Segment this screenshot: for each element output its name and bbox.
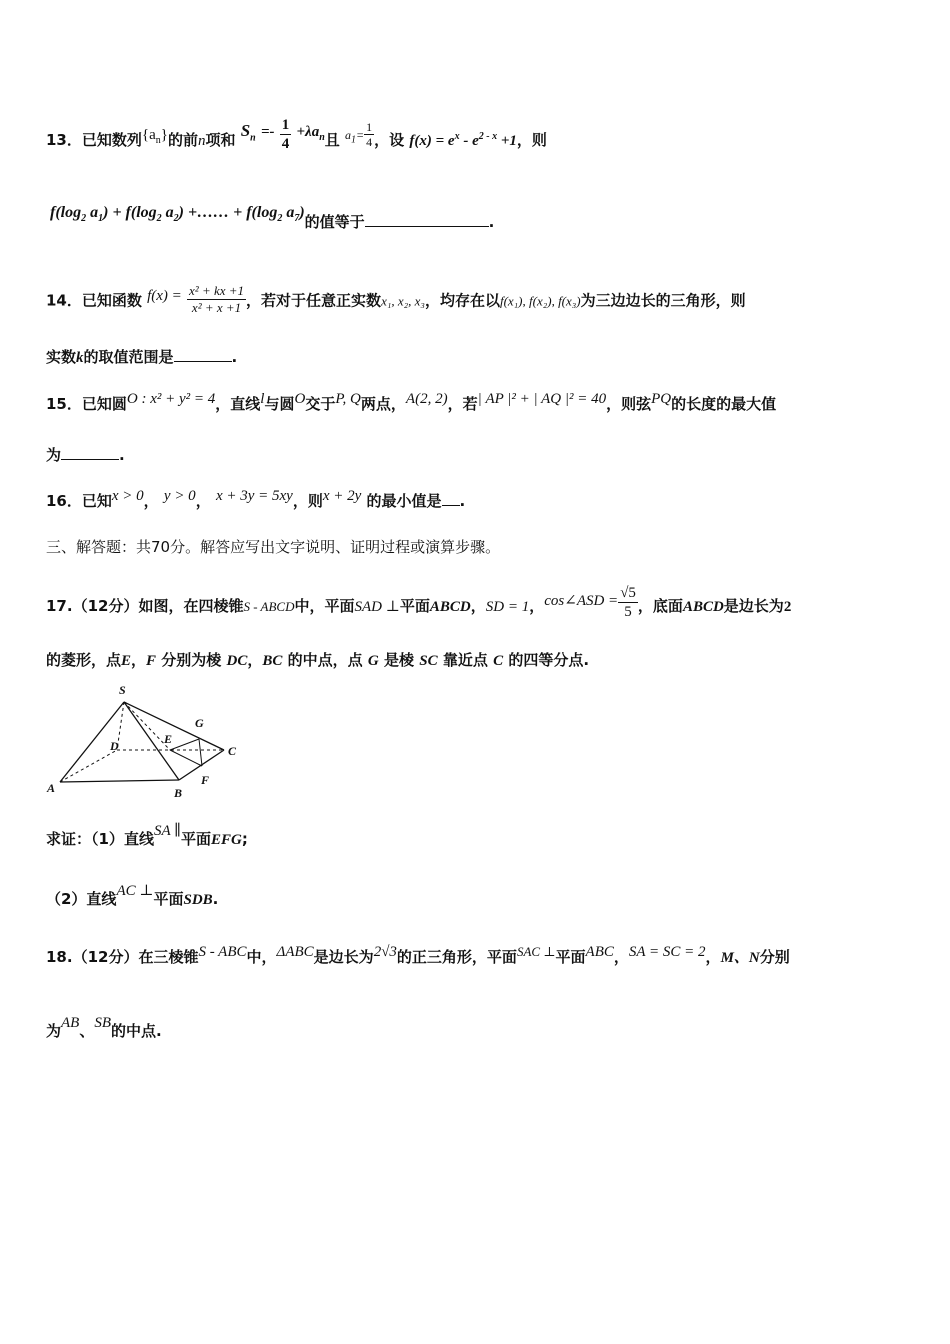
edge-AD bbox=[60, 750, 117, 782]
q16-text1: ，则 bbox=[292, 492, 323, 510]
q17-t5: ，底面 bbox=[637, 597, 683, 615]
q13-S: $S_n$ bbox=[240, 121, 256, 144]
q17-t4: ， bbox=[529, 597, 545, 615]
q17-SA: SA ∥ bbox=[153, 823, 182, 839]
edge-EF bbox=[170, 750, 202, 766]
q17-DC: DC bbox=[226, 653, 248, 669]
q16-sep1: ， bbox=[143, 492, 159, 510]
q17-AC: AC ⊥ bbox=[116, 883, 154, 899]
q13-frac: $\frac{1}{4}$ bbox=[281, 117, 290, 152]
q13-period: . bbox=[488, 213, 495, 231]
q17-intro: 17.（12分）如图，在四棱锥 bbox=[46, 597, 244, 615]
q14-line2 bbox=[46, 347, 906, 367]
q17-proof-a: 求证：（1）直线 bbox=[46, 830, 154, 848]
q18-t6: ， bbox=[705, 948, 721, 966]
q16-answer-blank[interactable] bbox=[442, 491, 460, 506]
q13-seq: $\{a_n\}$ bbox=[141, 127, 168, 146]
q14-period: . bbox=[231, 348, 238, 366]
q17-proof-c: ; bbox=[241, 830, 248, 848]
q18-t5: ， bbox=[613, 948, 629, 966]
q17-sd: SD = 1 bbox=[485, 599, 530, 615]
q15-text1: ，直线 bbox=[215, 395, 261, 413]
q17-plane: SAD ⊥ bbox=[354, 599, 400, 615]
q16-intro: 16．已知 bbox=[46, 492, 112, 510]
q15-PQ2: PQ bbox=[651, 391, 672, 407]
q16-text2: 的最小值是 bbox=[366, 492, 442, 510]
q14-vars: x₁, x₂, x₃ bbox=[381, 293, 425, 309]
q13-fdef: $f(x) = e^x - e^{2 - x} +1$ bbox=[409, 131, 517, 149]
q17-G: G bbox=[367, 653, 379, 669]
q18-t1: 中， bbox=[246, 948, 277, 966]
label-B: B bbox=[174, 786, 183, 800]
q15-text3: 交于 bbox=[305, 395, 336, 413]
label-G: G bbox=[195, 716, 204, 730]
q14-text1: ，若对于任意正实数 bbox=[246, 291, 382, 310]
q18-eq: SA = SC = 2 bbox=[628, 944, 706, 960]
q15-l: l bbox=[260, 391, 265, 407]
edge-EG bbox=[170, 739, 199, 750]
q14-frac: $\frac{\text{x² + kx +1}}{\text{x² + x +1}}$ bbox=[189, 283, 245, 315]
q17-t1: 中，平面 bbox=[294, 597, 355, 615]
q18-line1 bbox=[46, 944, 906, 967]
q17-line2-e: 靠近点 bbox=[442, 651, 488, 669]
q13-eq: =- bbox=[260, 124, 275, 140]
label-S: S bbox=[119, 683, 126, 697]
q16-expr: x + 2y bbox=[322, 488, 362, 504]
q13-intro: 13．已知数列 bbox=[46, 131, 142, 149]
q18-pyr: S - ABC bbox=[198, 944, 247, 960]
q17-ABCD: ABCD bbox=[429, 599, 471, 615]
q17-two: 2 bbox=[783, 599, 792, 615]
q18-line2 bbox=[46, 1015, 906, 1041]
q13-line1 bbox=[46, 117, 906, 159]
label-C: C bbox=[228, 744, 237, 758]
q15-A: A(2, 2) bbox=[405, 391, 448, 407]
q18-t7: 分别 bbox=[759, 948, 790, 966]
q17-F: F bbox=[146, 653, 157, 669]
edge-AB bbox=[60, 780, 179, 782]
q13-mid: 的前 bbox=[167, 131, 198, 149]
q13-value-text: 的值等于 bbox=[304, 213, 365, 231]
q13-plus: + bbox=[296, 124, 306, 140]
q17-proof2-a: （2）直线 bbox=[46, 890, 117, 908]
q17-C: C bbox=[493, 653, 504, 669]
q15-line2 bbox=[46, 445, 906, 464]
label-A: A bbox=[47, 781, 56, 795]
q17-sep2: ， bbox=[247, 651, 263, 669]
q17-ABCD2: ABCD bbox=[682, 599, 724, 615]
q15-cond: | AP |² + | AQ |² = 40 bbox=[477, 391, 607, 407]
q18-MN: M、N bbox=[720, 950, 760, 966]
q14-line2-b: 的取值范围是 bbox=[83, 348, 174, 366]
q17-SC: SC bbox=[419, 653, 438, 669]
q18-line2-a: 为 bbox=[46, 1022, 62, 1040]
q18-ABC: ABC bbox=[585, 944, 614, 960]
q14-text2: ，均存在以 bbox=[424, 291, 500, 310]
q14-line1 bbox=[46, 285, 906, 317]
q13-end: ，则 bbox=[516, 131, 547, 149]
label-D: D bbox=[110, 739, 119, 753]
q17-proof1 bbox=[46, 823, 906, 849]
q17-t3: ， bbox=[470, 597, 486, 615]
q13-sum-label: 项和 bbox=[205, 131, 236, 149]
q16-line bbox=[46, 488, 906, 511]
q14-fx: f(x) = bbox=[147, 287, 182, 304]
q18-sep: 、 bbox=[79, 1022, 95, 1040]
pyramid-figure bbox=[44, 682, 244, 800]
q15-period: . bbox=[119, 446, 125, 464]
q18-side: 2√3 bbox=[373, 944, 397, 960]
q17-proof2-b: 平面 bbox=[153, 890, 184, 908]
section-3-heading: 三、解答题：共70分。解答应写出文字说明、证明过程或演算步骤。 bbox=[46, 538, 501, 556]
q17-line1 bbox=[46, 585, 906, 625]
q13-and: 且 bbox=[324, 131, 340, 149]
q15-circle: O : x² + y² = 4 bbox=[126, 391, 216, 407]
q17-proof-b: 平面 bbox=[181, 830, 212, 848]
q14-intro: 14．已知函数 bbox=[46, 291, 142, 310]
label-F: F bbox=[201, 773, 210, 787]
q17-proof2-c: . bbox=[212, 890, 219, 908]
q15-O: O bbox=[294, 391, 306, 407]
q18-t2: 是边长为 bbox=[313, 948, 374, 966]
q17-BC: BC bbox=[262, 653, 283, 669]
q14-answer-blank[interactable] bbox=[174, 347, 232, 362]
q17-cos-frac: $\frac{√5}{5}$ bbox=[620, 585, 636, 620]
edge-SC bbox=[124, 702, 224, 750]
q15-text4: 两点， bbox=[360, 395, 406, 413]
q13-a1: a1= bbox=[345, 128, 365, 146]
q15-answer-blank[interactable] bbox=[61, 445, 119, 460]
q17-t2: 平面 bbox=[399, 597, 430, 615]
q17-line2 bbox=[46, 651, 906, 670]
q16-period: . bbox=[459, 492, 466, 510]
q15-text6: ，则弦 bbox=[606, 395, 652, 413]
q16-c3: x + 3y = 5xy bbox=[215, 488, 293, 504]
edge-GF bbox=[199, 739, 202, 766]
q16-c1: x > 0 bbox=[111, 488, 144, 504]
q17-line2-a: 的菱形，点 bbox=[46, 651, 122, 669]
q14-fvars: f(x₁), f(x₂), f(x₃) bbox=[499, 293, 581, 309]
q16-sep2: ， bbox=[195, 492, 211, 510]
q18-tri: ΔABC bbox=[276, 944, 314, 960]
q15-text2: 与圆 bbox=[264, 395, 295, 413]
q15-intro: 15．已知圆 bbox=[46, 395, 127, 413]
q18-SB: SB bbox=[94, 1015, 112, 1031]
q18-line2-b: 的中点. bbox=[111, 1022, 162, 1040]
q17-t6: 是边长为 bbox=[723, 597, 784, 615]
q17-line2-d: 是棱 bbox=[383, 651, 414, 669]
q14-text3: 为三边边长的三角形，则 bbox=[580, 291, 746, 310]
q17-sep: ， bbox=[131, 651, 147, 669]
q17-line2-c: 的中点，点 bbox=[287, 651, 363, 669]
q13-lambda: $\lambda a_n$ bbox=[305, 124, 325, 143]
q15-line2-a: 为 bbox=[46, 446, 62, 464]
q18-t4: 平面 bbox=[555, 948, 586, 966]
q17-EFG: EFG bbox=[211, 832, 242, 848]
q18-AB: AB bbox=[61, 1015, 80, 1031]
q13-comma-set: ，设 bbox=[374, 131, 405, 149]
q13-n: n bbox=[197, 133, 206, 149]
q17-cos: cos∠ASD = bbox=[544, 593, 619, 609]
q13-line2 bbox=[50, 202, 906, 231]
q14-k: k bbox=[76, 350, 84, 366]
q13-answer-blank[interactable] bbox=[365, 212, 489, 227]
q15-PQ: P, Q bbox=[335, 391, 361, 407]
q17-SDB: SDB bbox=[183, 892, 213, 908]
q17-proof2 bbox=[46, 883, 906, 909]
q15-text7: 的长度的最大值 bbox=[671, 395, 777, 413]
q17-pyr: S - ABCD bbox=[243, 599, 295, 614]
q15-text5: ，若 bbox=[447, 395, 478, 413]
q14-line2-a: 实数 bbox=[46, 348, 77, 366]
q13-a1-frac: $\frac{1}{4}$ bbox=[366, 119, 373, 149]
q18-t3: 的正三角形，平面 bbox=[396, 948, 517, 966]
label-E: E bbox=[164, 732, 173, 746]
q18-plane: SAC ⊥ bbox=[516, 944, 556, 959]
q15-line1 bbox=[46, 391, 906, 414]
q13-sum-expr: $f(\log_2$ $a_1) + f(\log_2$ $a_2$) +…… + $f(\log_2$ $a_7$) bbox=[50, 204, 305, 225]
q17-line2-f: 的四等分点. bbox=[508, 651, 590, 669]
q16-c2: y > 0 bbox=[163, 488, 196, 504]
q18-intro: 18.（12分）在三棱锥 bbox=[46, 948, 199, 966]
q17-E: E bbox=[121, 653, 132, 669]
q17-line2-b: 分别为棱 bbox=[161, 651, 222, 669]
